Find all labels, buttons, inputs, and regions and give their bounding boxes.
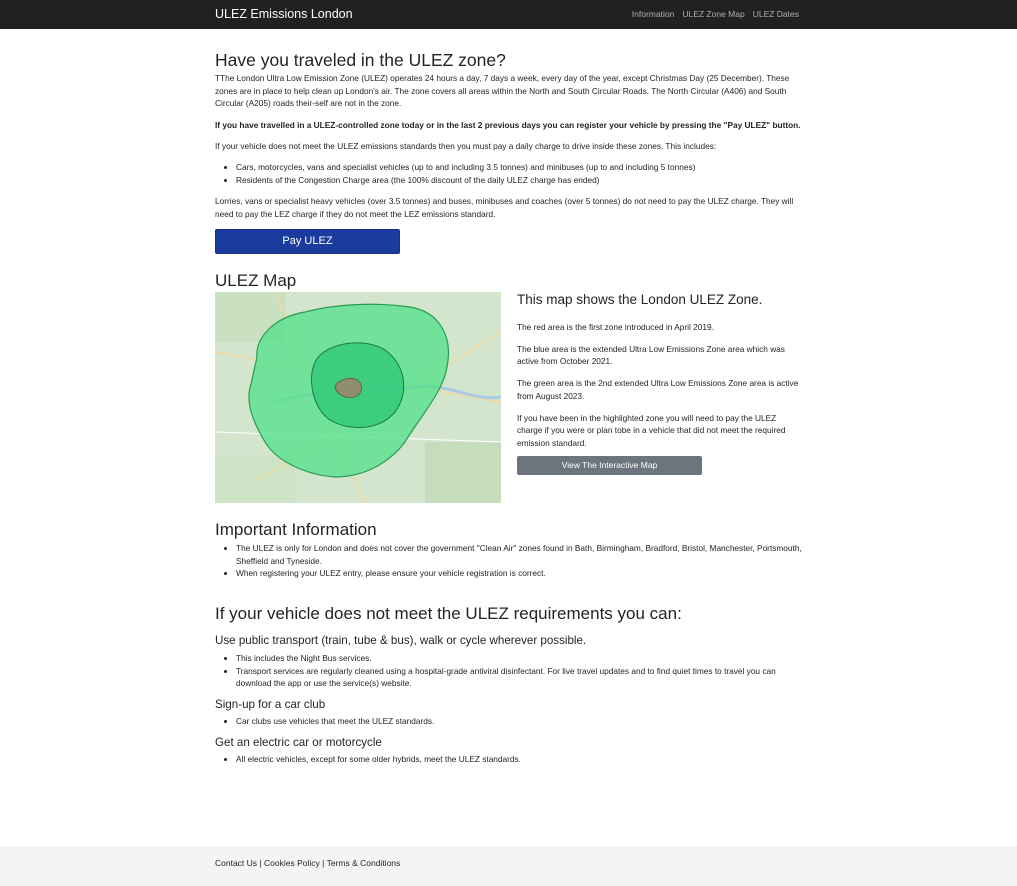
requirement-group [215,633,803,649]
requirement-list [215,753,803,766]
footer-links [215,857,400,869]
blue-area-paragraph: The blue area is the extended Ultra Low Emissions Zone area which was active from October 2021. [517,343,785,367]
list-item: • Residents of the Congestion Charge area (the 100% discount of the daily ULEZ charge has ended) [236,174,803,187]
page-title: Have you traveled in the ULEZ zone? [215,50,506,70]
intro-body [215,72,803,110]
nav-link-ulez-dates[interactable]: ULEZ Dates [752,9,799,19]
list-item: • The ULEZ is only for London and does not cover the government "Clean Air" zones found in Bath, Birmingham, Bradford, Bristol, Manchester, Portsmouth, Sheffield and Tyneside. [236,542,803,567]
footer-separator: | [322,858,325,868]
requirement-heading: Sign-up for a car club [215,698,326,711]
register-notice: If you have travelled in a ULEZ-controlled zone today or in the last 2 previous days you can register your vehicle by pressing the "Pay ULEZ" button. [215,120,801,130]
intro-bold-block [215,119,803,132]
nav-link-ulez-zone-map[interactable]: ULEZ Zone Map [682,9,745,19]
ulez-zone-map[interactable] [215,292,501,503]
map-heading: This map shows the London ULEZ Zone. [517,292,763,307]
important-title: Important Information [215,520,377,539]
footer-link-cookies-policy[interactable]: Cookies Policy [264,858,320,868]
top-navbar [0,0,1017,29]
requirement-list-wrap [215,715,803,728]
requirements-title: If your vehicle does not meet the ULEZ requirements you can: [215,604,682,623]
charge-block [215,140,803,153]
brand-link[interactable]: ULEZ Emissions London [215,7,353,21]
map-graphic [215,292,501,503]
requirement-list [215,715,803,728]
list-item: • When registering your ULEZ entry, please ensure your vehicle registration is correct. [236,567,803,580]
intro-section [215,49,803,71]
includes-block [215,161,803,186]
map-section-title-wrap [215,270,803,291]
view-interactive-map-button[interactable]: View The Interactive Map [517,456,702,475]
requirement-group [215,697,803,713]
requirement-list-wrap [215,753,803,766]
map-info-panel [517,291,800,450]
footer-link-terms[interactable]: Terms & Conditions [326,858,401,868]
map-section-title: ULEZ Map [215,271,297,290]
footer-link-contact-us[interactable]: Contact Us [215,858,258,868]
list-item: • Cars, motorcycles, vans and specialist vehicles (up to and including 3.5 tonnes) and minibuses (up to and including 5 tonnes) [236,161,803,174]
green-area-paragraph: The green area is the 2nd extended Ultra Low Emissions Zone area is active from August 2023. [517,378,799,401]
list-item: • Transport services are regularly cleaned using a hospital-grade antiviral disinfectant. For live travel updates and to find quiet times to travel you can download the app or use the service(s) website. [236,665,803,690]
important-list [215,542,803,580]
list-item: • All electric vehicles, except for some older hybrids, meet the ULEZ standards. [236,753,803,766]
requirement-group [215,735,803,751]
footer-separator: | [259,858,262,868]
heavy-vehicles-block [215,195,803,220]
list-item: • Car clubs use vehicles that meet the ULEZ standards. [236,715,803,728]
intro-paragraph: TThe London Ultra Low Emission Zone (ULEZ) operates 24 hours a day, 7 days a week, every day of the year, except Christmas Day (25 December). These zones are in place to help clean up London's air. The zone covers all areas within the North and South Circular Roads. The North Circular (A406) and South Circular (A205) roads their-self are not in the zone. [215,73,790,109]
page-footer [0,846,1017,886]
nav-link-information[interactable]: Information [631,9,675,19]
pay-ulez-button[interactable]: Pay ULEZ [215,229,400,254]
requirement-heading: Get an electric car or motorcycle [215,736,382,749]
requirement-list [215,652,803,690]
highlighted-zone-paragraph: If you have been in the highlighted zone you will need to pay the ULEZ charge if you were or plan tobe in a vehicle that did not meet the required emission standard. [517,412,786,448]
heavy-vehicles-paragraph: Lorries, vans or specialist heavy vehicles (over 3.5 tonnes) and buses, minibuses and coaches (over 5 tonnes) do not need to pay the ULEZ charge. They will need to pay the LEZ charge if they do not meet the LEZ emissions standard. [215,196,794,219]
list-item: • This includes the Night Bus services. [236,652,803,665]
requirement-heading: Use public transport (train, tube & bus), walk or cycle wherever possible. [215,634,587,647]
important-list-wrap [215,542,803,580]
includes-list [215,161,803,186]
requirements-section [215,603,803,624]
red-area-paragraph: The red area is the first zone introduced in April 2019. [517,322,714,332]
requirement-list-wrap [215,652,803,690]
nav-links [632,8,799,20]
important-section [215,519,803,540]
charge-paragraph: If your vehicle does not meet the ULEZ emissions standards then you must pay a daily charge to drive inside these zones. This includes: [215,141,717,151]
